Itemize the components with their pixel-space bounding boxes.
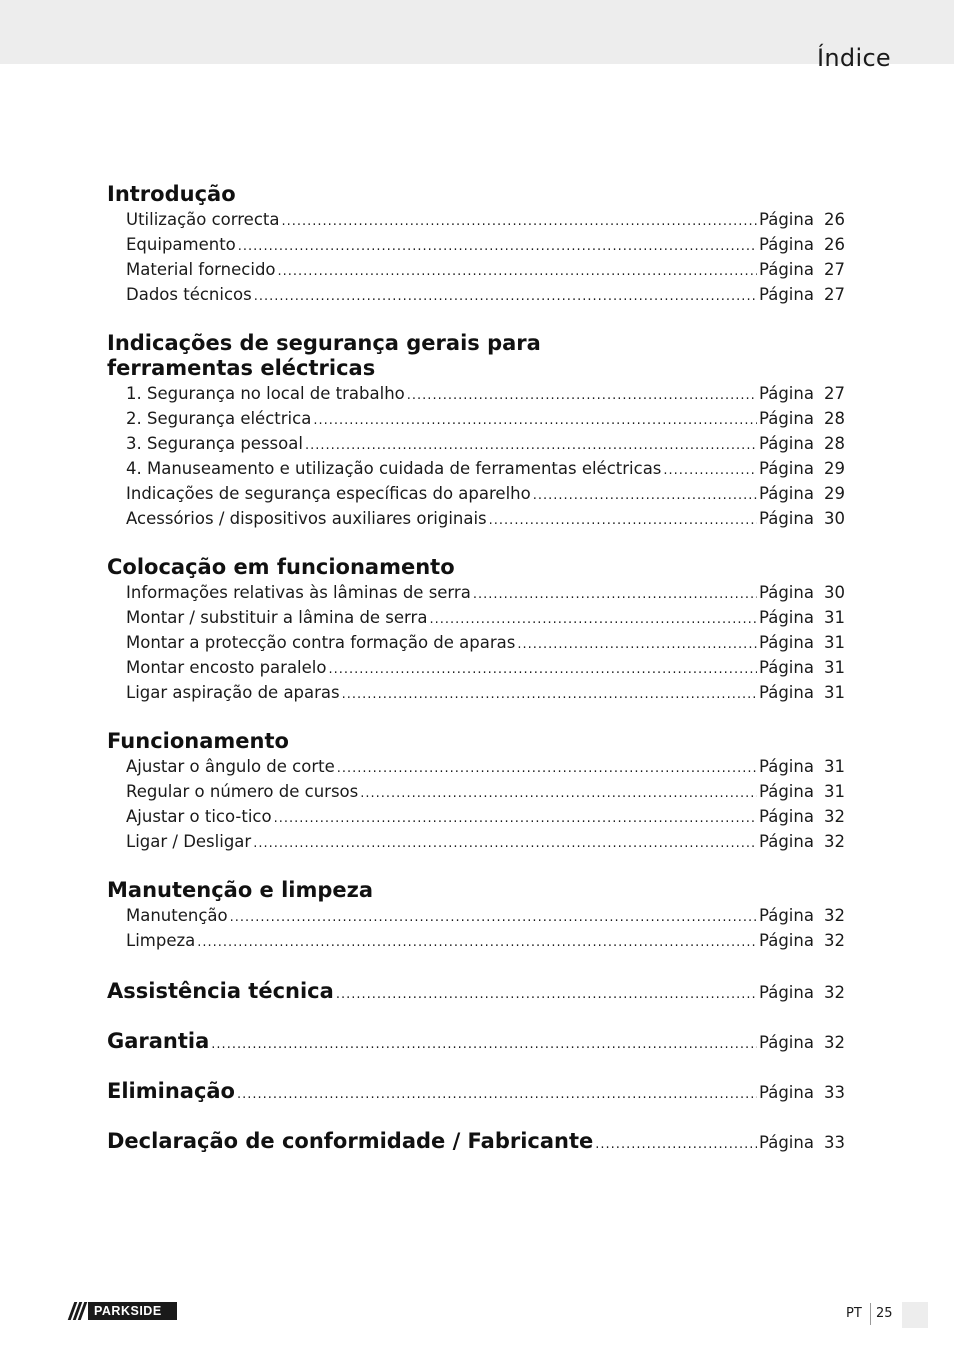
toc-entry[interactable] bbox=[107, 282, 845, 307]
toc-entry[interactable] bbox=[107, 903, 845, 928]
toc-entry[interactable] bbox=[107, 829, 845, 854]
toc-entry-label: Limpeza bbox=[126, 931, 196, 950]
toc-page-number: 29 bbox=[824, 459, 845, 478]
page-number: 25 bbox=[876, 1306, 893, 1321]
toc-entry[interactable] bbox=[107, 680, 845, 705]
toc-main-entry[interactable] bbox=[107, 1076, 845, 1106]
page-word: Página bbox=[759, 1083, 814, 1102]
toc-entry[interactable] bbox=[107, 655, 845, 680]
toc-entry[interactable] bbox=[107, 779, 845, 804]
dot-leader bbox=[328, 657, 757, 682]
page-word: Página bbox=[759, 484, 814, 503]
dot-leader bbox=[237, 1080, 757, 1110]
toc-page-number: 32 bbox=[824, 931, 845, 950]
dot-leader bbox=[238, 234, 757, 259]
section-heading bbox=[107, 729, 845, 754]
toc-main-entry-label: Eliminação bbox=[107, 1079, 235, 1103]
toc-page-number: 29 bbox=[824, 484, 845, 503]
dot-leader bbox=[595, 1130, 757, 1160]
section-heading-line: Indicações de segurança gerais para bbox=[107, 331, 541, 355]
dot-leader bbox=[663, 458, 757, 483]
page-word: Página bbox=[759, 509, 814, 528]
toc-entry[interactable] bbox=[107, 456, 845, 481]
toc-entry[interactable] bbox=[107, 506, 845, 531]
toc-page-number: 32 bbox=[824, 832, 845, 851]
toc-main-entry-label: Declaração de conformidade / Fabricante bbox=[107, 1129, 594, 1153]
section-heading-line: Introdução bbox=[107, 182, 236, 206]
page-word: Página bbox=[759, 983, 814, 1002]
toc-entry[interactable] bbox=[107, 481, 845, 506]
toc-entry[interactable] bbox=[107, 381, 845, 406]
toc-entry[interactable] bbox=[107, 257, 845, 282]
toc-entry-label: Equipamento bbox=[126, 235, 236, 254]
toc-page-number: 27 bbox=[824, 285, 845, 304]
dot-leader bbox=[342, 682, 757, 707]
dot-leader bbox=[489, 508, 757, 533]
toc-page-number: 31 bbox=[824, 658, 845, 677]
toc-page-number: 31 bbox=[824, 683, 845, 702]
section-heading-line: Colocação em funcionamento bbox=[107, 555, 455, 579]
toc-main-entry-label: Assistência técnica bbox=[107, 979, 334, 1003]
dot-leader bbox=[281, 209, 757, 234]
toc-entry[interactable] bbox=[107, 928, 845, 953]
page-word: Página bbox=[759, 832, 814, 851]
page-word: Página bbox=[759, 434, 814, 453]
toc-page-number: 32 bbox=[824, 906, 845, 925]
section-heading bbox=[107, 555, 845, 580]
section-heading-line: ferramentas eléctricas bbox=[107, 356, 376, 380]
dot-leader bbox=[230, 905, 757, 930]
toc-entry[interactable] bbox=[107, 207, 845, 232]
toc-page-number: 28 bbox=[824, 409, 845, 428]
page-word: Página bbox=[759, 807, 814, 826]
toc-entry-label: 3. Segurança pessoal bbox=[126, 434, 303, 453]
toc-entry[interactable] bbox=[107, 754, 845, 779]
page-word: Página bbox=[759, 1133, 814, 1152]
header-band bbox=[0, 0, 954, 64]
toc-page-number: 31 bbox=[824, 633, 845, 652]
toc-entry[interactable] bbox=[107, 804, 845, 829]
page-word: Página bbox=[759, 210, 814, 229]
toc-page-number: 32 bbox=[824, 807, 845, 826]
page-word: Página bbox=[759, 931, 814, 950]
dot-leader bbox=[313, 408, 757, 433]
dot-leader bbox=[254, 284, 757, 309]
toc-section bbox=[107, 555, 845, 705]
parkside-logo bbox=[66, 1302, 177, 1320]
toc-page-number: 28 bbox=[824, 434, 845, 453]
toc-entry-label: Material fornecido bbox=[126, 260, 276, 279]
logo-text: PARKSIDE bbox=[94, 1304, 162, 1318]
toc-page-number: 27 bbox=[824, 384, 845, 403]
toc-entry-label: Acessórios / dispositivos auxiliares originais bbox=[126, 509, 487, 528]
toc-entry-label: Indicações de segurança específicas do aparelho bbox=[126, 484, 531, 503]
dot-leader bbox=[360, 781, 757, 806]
language-code: PT bbox=[846, 1306, 862, 1321]
dot-leader bbox=[473, 582, 757, 607]
toc-section bbox=[107, 331, 845, 531]
toc-entry-label: Montar a protecção contra formação de aparas bbox=[126, 633, 516, 652]
toc-page-number: 31 bbox=[824, 757, 845, 776]
toc-entry-label: Montar / substituir a lâmina de serra bbox=[126, 608, 428, 627]
toc-page-number: 31 bbox=[824, 608, 845, 627]
toc-page-number: 26 bbox=[824, 235, 845, 254]
page-title: Índice bbox=[817, 44, 891, 73]
dot-leader bbox=[305, 433, 757, 458]
logo-slashes-icon bbox=[66, 1302, 88, 1320]
dot-leader bbox=[337, 756, 757, 781]
toc-entry-label: 1. Segurança no local de trabalho bbox=[126, 384, 405, 403]
section-heading bbox=[107, 878, 845, 903]
toc-entry[interactable] bbox=[107, 406, 845, 431]
dot-leader bbox=[274, 806, 757, 831]
footer-divider bbox=[870, 1303, 871, 1325]
page-word: Página bbox=[759, 658, 814, 677]
toc-entry[interactable] bbox=[107, 580, 845, 605]
page-word: Página bbox=[759, 285, 814, 304]
page-word: Página bbox=[759, 384, 814, 403]
toc-page-number: 32 bbox=[824, 983, 845, 1002]
dot-leader bbox=[336, 980, 757, 1010]
page-word: Página bbox=[759, 683, 814, 702]
toc-page-number: 30 bbox=[824, 583, 845, 602]
page-word: Página bbox=[759, 1033, 814, 1052]
page-word: Página bbox=[759, 608, 814, 627]
page-word: Página bbox=[759, 757, 814, 776]
toc-section bbox=[107, 878, 845, 953]
toc-entry-label: Manutenção bbox=[126, 906, 228, 925]
toc-page-number: 26 bbox=[824, 210, 845, 229]
page-word: Página bbox=[759, 409, 814, 428]
toc-page-number: 33 bbox=[824, 1083, 845, 1102]
dot-leader bbox=[211, 1030, 757, 1060]
page-word: Página bbox=[759, 260, 814, 279]
toc-page-number: 27 bbox=[824, 260, 845, 279]
toc-entry[interactable] bbox=[107, 232, 845, 257]
toc-entry-label: Regular o número de cursos bbox=[126, 782, 359, 801]
toc-main-entry-label: Garantia bbox=[107, 1029, 210, 1053]
toc-entry-label: Ajustar o tico-tico bbox=[126, 807, 272, 826]
footer-tab-marker bbox=[902, 1302, 928, 1328]
page-word: Página bbox=[759, 782, 814, 801]
toc-entry-label: Informações relativas às lâminas de serra bbox=[126, 583, 471, 602]
dot-leader bbox=[429, 607, 757, 632]
page-word: Página bbox=[759, 906, 814, 925]
toc-page-number: 31 bbox=[824, 782, 845, 801]
page-word: Página bbox=[759, 633, 814, 652]
page-word: Página bbox=[759, 235, 814, 254]
toc-main-entry[interactable] bbox=[107, 976, 845, 1006]
toc-page-number: 33 bbox=[824, 1133, 845, 1152]
toc-entry-label: 2. Segurança eléctrica bbox=[126, 409, 312, 428]
section-heading-line: Manutenção e limpeza bbox=[107, 878, 374, 902]
table-of-contents bbox=[107, 182, 845, 1156]
toc-entry-label: Ajustar o ângulo de corte bbox=[126, 757, 335, 776]
dot-leader bbox=[407, 383, 757, 408]
section-heading bbox=[107, 331, 845, 381]
dot-leader bbox=[533, 483, 757, 508]
toc-main-entry[interactable] bbox=[107, 1026, 845, 1056]
page-word: Página bbox=[759, 583, 814, 602]
toc-entry[interactable] bbox=[107, 605, 845, 630]
page-word: Página bbox=[759, 459, 814, 478]
dot-leader bbox=[517, 632, 757, 657]
section-heading-line: Funcionamento bbox=[107, 729, 289, 753]
toc-entry-label: 4. Manuseamento e utilização cuidada de ferramentas eléctricas bbox=[126, 459, 662, 478]
toc-entry[interactable] bbox=[107, 630, 845, 655]
dot-leader bbox=[278, 259, 757, 284]
toc-entry-label: Dados técnicos bbox=[126, 285, 252, 304]
toc-section bbox=[107, 182, 845, 307]
toc-entry-label: Ligar aspiração de aparas bbox=[126, 683, 340, 702]
toc-entry-label: Montar encosto paralelo bbox=[126, 658, 327, 677]
toc-page-number: 30 bbox=[824, 509, 845, 528]
dot-leader bbox=[253, 831, 757, 856]
dot-leader bbox=[197, 930, 757, 955]
toc-entry[interactable] bbox=[107, 431, 845, 456]
section-heading bbox=[107, 182, 845, 207]
toc-page-number: 32 bbox=[824, 1033, 845, 1052]
toc-entry-label: Ligar / Desligar bbox=[126, 832, 252, 851]
toc-main-entry[interactable] bbox=[107, 1126, 845, 1156]
toc-entry-label: Utilização correcta bbox=[126, 210, 280, 229]
toc-section bbox=[107, 729, 845, 854]
